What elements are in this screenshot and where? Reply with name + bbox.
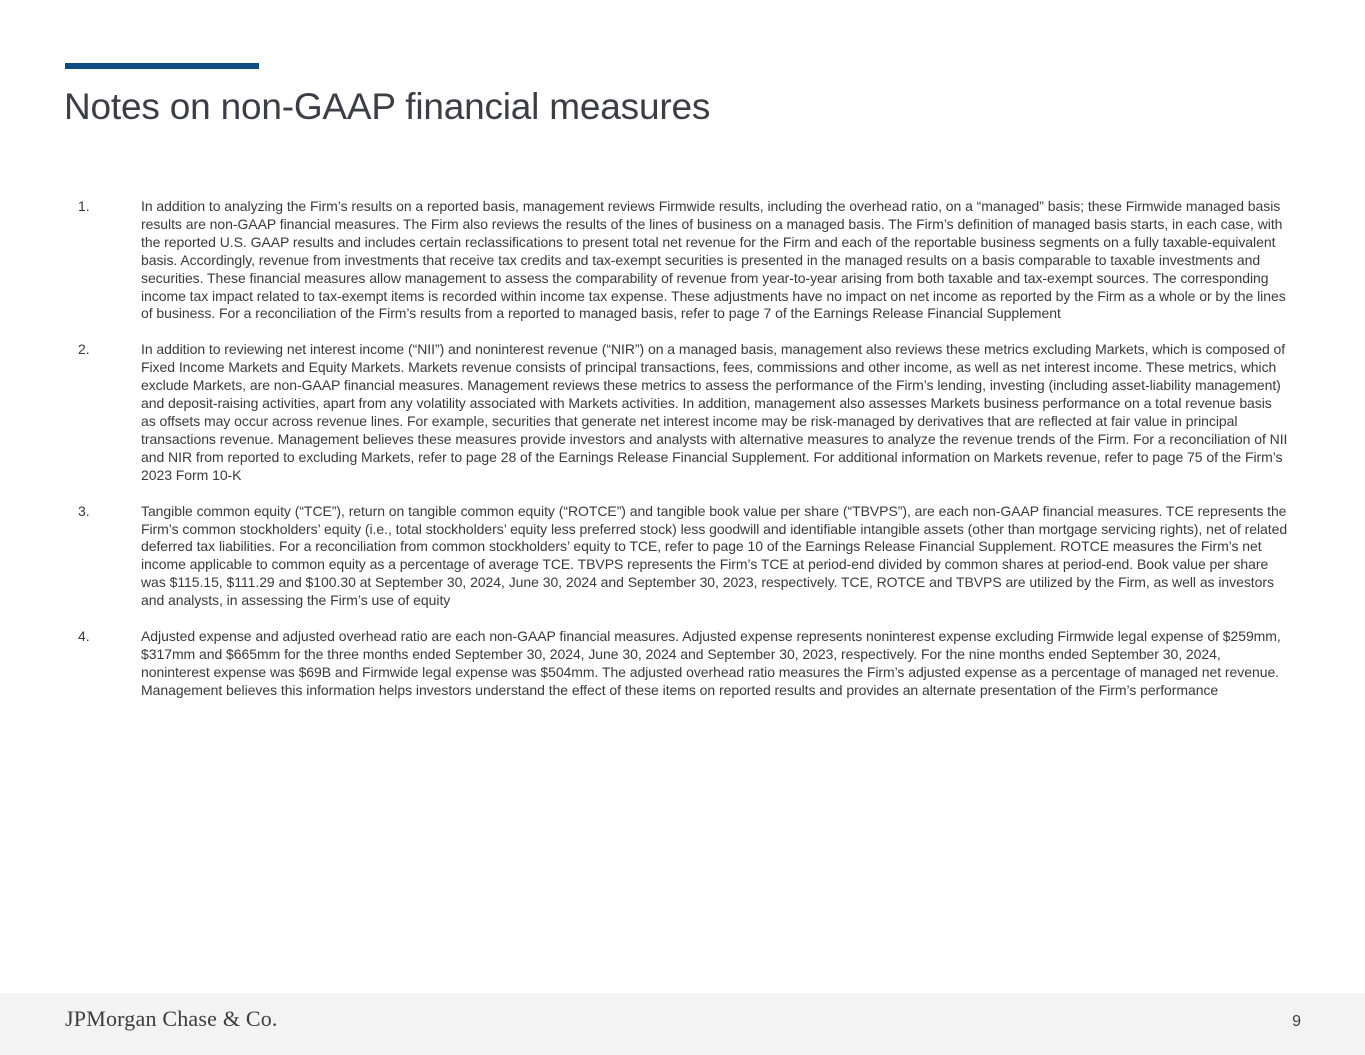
notes-list bbox=[78, 198, 1290, 718]
title-accent-bar bbox=[65, 63, 259, 69]
note-item bbox=[78, 628, 1290, 700]
note-text: In addition to analyzing the Firm’s results on a reported basis, management reviews Firmwide results, including the overhead ratio, on a “managed” basis; these Firmwide managed basis results are non-GAAP financial measures. The Firm also reviews the results of the lines of business on a managed basis. The Firm’s definition of managed basis starts, in each case, with the reported U.S. GAAP results and includes certain reclassifications to present total net revenue for the Firm and each of the reportable business segments on a fully taxable-equivalent basis. Accordingly, revenue from investments that receive tax credits and tax-exempt securities is presented in the managed results on a basis comparable to taxable investments and securities. These financial measures allow management to assess the comparability of revenue from year-to-year arising from both taxable and tax-exempt sources. The corresponding income tax impact related to tax-exempt items is recorded within income tax expense. These adjustments have no impact on net income as reported by the Firm as a whole or by the lines of business. For a reconciliation of the Firm’s results from a reported to managed basis, refer to page 7 of the Earnings Release Financial Supplement bbox=[141, 198, 1286, 322]
note-item bbox=[78, 503, 1290, 610]
note-number: 4. bbox=[78, 628, 90, 645]
note-number: 2. bbox=[78, 341, 90, 358]
note-text: Tangible common equity (“TCE”), return on tangible common equity (“ROTCE”) and tangible book value per share (“TBVPS”), are each non-GAAP financial measures. TCE represents the Firm’s common stockholders’ equity (i.e., total stockholders’ equity less preferred stock) less goodwill and identifiable intangible assets (other than mortgage servicing rights), net of related deferred tax liabilities. For a reconciliation from common stockholders’ equity to TCE, refer to page 10 of the Earnings Release Financial Supplement. ROTCE measures the Firm’s net income applicable to common equity as a percentage of average TCE. TBVPS represents the Firm’s TCE at period-end divided by common shares at period-end. Book value per share was $115.15, $111.29 and $100.30 at September 30, 2024, June 30, 2024 and September 30, 2023, respectively. TCE, ROTCE and TBVPS are utilized by the Firm, as well as investors and analysts, in assessing the Firm’s use of equity bbox=[141, 502, 1288, 609]
note-text: In addition to reviewing net interest income (“NII”) and noninterest revenue (“NIR”) on a managed basis, management also reviews these metrics excluding Markets, which is composed of Fixed Income Markets and Equity Markets. Markets revenue consists of principal transactions, fees, commissions and other income, as well as net interest income. These metrics, which exclude Markets, are non-GAAP financial measures. Management reviews these metrics to assess the performance of the Firm’s lending, investing (including asset-liability management) and deposit-raising activities, apart from any volatility associated with Markets activities. In addition, management also assesses Markets business performance on a total revenue basis as offsets may occur across revenue lines. For example, securities that generate net interest income may be risk-managed by derivatives that are reflected at fair value in principal transactions revenue. Management believes these measures provide investors and analysts with alternative measures to analyze the revenue trends of the Firm. For a reconciliation of NII and NIR from reported to excluding Markets, refer to page 28 of the Earnings Release Financial Supplement. For additional information on Markets revenue, refer to page 75 of the Firm’s 2023 Form 10-K bbox=[141, 341, 1288, 483]
company-logo: JPMorgan Chase & Co. bbox=[65, 1006, 278, 1031]
note-item bbox=[78, 198, 1290, 323]
footer-bar bbox=[0, 993, 1365, 1055]
note-number: 1. bbox=[78, 198, 90, 214]
note-number: 3. bbox=[78, 502, 90, 519]
page-number: 9 bbox=[1292, 1013, 1301, 1030]
note-item bbox=[78, 341, 1290, 484]
note-text: Adjusted expense and adjusted overhead ratio are each non-GAAP financial measures. Adjusted expense represents noninterest expense excluding Firmwide legal expense of $259mm, $317mm and $665mm for the three months ended September 30, 2024, June 30, 2024 and September 30, 2023, respectively. For the nine months ended September 30, 2024, noninterest expense was $69B and Firmwide legal expense was $504mm. The adjusted overhead ratio measures the Firm’s adjusted expense as a percentage of managed net revenue. Management believes this information helps investors understand the effect of these items on reported results and provides an alternate presentation of the Firm’s performance bbox=[141, 628, 1281, 698]
page-title: Notes on non-GAAP financial measures bbox=[64, 86, 711, 127]
